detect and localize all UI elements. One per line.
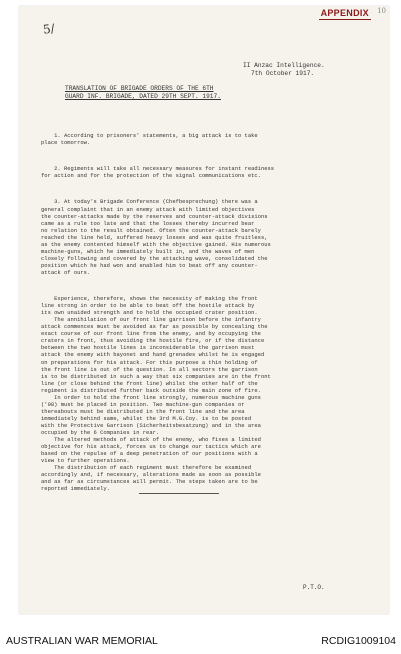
archive-id: RCDIG1009104 (321, 635, 396, 647)
paragraph-4: Experience, therefore, shows the necessity of making the front line strong in order to be able to beat off the hostile attack by its own unaided strength and to hold the occupied crater position. The annihilation of our front line garrison before the infantry attack commences must be avoided as far as possible by concealing the exact course of our front line from the enemy, and by occupying the craters in front, thus avoiding the hostile fire, or if the distance between the two hostile lines is inconsiderable the garrison must attack the enemy with bayonet and hand grenades whilst he is engaged on preparations for his attack. For this purpose a thin holding of the front line is out of the question. In all sectors the garrison is to be distributed in such a way that six companies are in the front line (or close behind the front line) whilst the other half of the regiment is distributed further back outside the main zone of fire. In order to hold the front line strongly, numerous machine guns ('08) must be placed in position. Two machine-gun companies or thereabouts must be distributed in the front line and the area immediately behind same, whilst the 3rd M.G.Coy. is to be posted with the Protective Garrison (Sicherheitsbesatzung) and in the area occupied by the 6 Companies in rear. The altered methods of attack of the enemy, who fixes a limited objective for his attack, forces us to change our tactics which are based on the repulse of a deep penetration of our positions with a view to further operations. The distribution of each regiment must therefore be examined accordingly and, if necessary, alterations made as soon as possible and as far as circumstances will permit. The steps taken are to be reported immediately. (41, 295, 271, 493)
paragraph-3: 3. At today's Brigade Conference (Chefbesprechung) there was a general complaint that in an enemy attack with limited objectives the counter-attacks made by the reserves and counter-attack divisions came as a rule too late and that the losses thereby incurred bear no relation to the result obtained. Often the counter-attack barely reached the line held, suffered heavy losses and was quite fruitless, as the enemy contented himself with the objective gained. His numerous machine-guns, which he immediately built in, and the waves of men closely following and covered by the attacking wave, consolidated the position which he had won and enabled him to beat off any counter- attack of ours. (41, 198, 271, 276)
archive-name: AUSTRALIAN WAR MEMORIAL (6, 635, 158, 647)
archive-footer (0, 624, 401, 654)
document-body (41, 118, 371, 511)
appendix-stamp: APPENDIX (320, 8, 369, 18)
document-title (65, 85, 221, 101)
page-number: 10 (377, 7, 386, 15)
header-unit: II Anzac Intelligence. (243, 62, 325, 69)
title-line-2: GUARD INF. BRIGADE, DATED 29TH SEPT. 1917. (65, 93, 221, 100)
paragraph-2: 2. Regiments will take all necessary measures for instant readiness for action and for the protection of the signal communications etc. (41, 165, 275, 180)
paragraph-1: 1. According to prisoners' statements, a big attack is to take place tomorrow. (41, 132, 258, 147)
closing-rule (139, 493, 219, 494)
pto-note: P.T.O. (303, 584, 325, 591)
document-header (243, 62, 325, 78)
document-page (19, 6, 389, 614)
header-date: 7th October 1917. (251, 70, 315, 77)
title-line-1: TRANSLATION OF BRIGADE ORDERS OF THE 6TH (65, 85, 214, 92)
handwritten-mark: 5/ (42, 21, 56, 37)
